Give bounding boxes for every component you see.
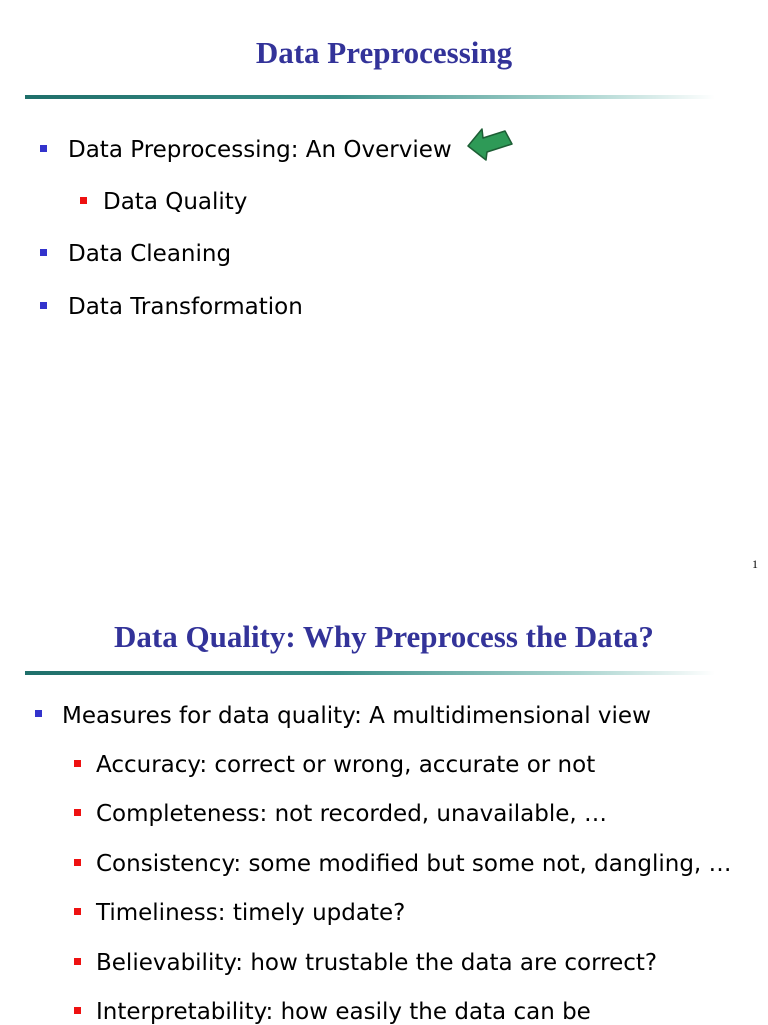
list-item: Data Preprocessing: An Overview [68,137,452,163]
list-item: Data Quality [103,189,248,215]
bullet-icon [35,710,42,717]
list-item: Measures for data quality: A multidimensional view [62,703,651,729]
list-item: Timeliness: timely update? [96,900,406,926]
bullet-icon [40,302,47,309]
slide-title: Data Quality: Why Preprocess the Data? [114,619,654,654]
list-item: Accuracy: correct or wrong, accurate or not [96,752,596,778]
slide-title: Data Preprocessing [255,35,513,70]
green-arrow-icon [466,116,516,162]
list-item: Believability: how trustable the data are correct? [96,950,658,976]
slide-2 [0,588,768,1024]
list-item: Consistency: some modified but some not, dangling, … [96,851,732,877]
page-number: 1 [752,557,758,571]
list-item: Data Cleaning [68,241,232,267]
bullet-icon [74,1007,81,1014]
list-item: Interpretability: how easily the data can be [96,999,591,1025]
bullet-icon [74,760,81,767]
bullet-icon [74,908,81,915]
bullet-icon [74,859,81,866]
list-item: Data Transformation [68,294,303,320]
list-item: Completeness: not recorded, unavailable, … [96,801,608,827]
bullet-icon [80,197,87,204]
bullet-icon [40,145,47,152]
title-divider [25,671,715,675]
bullet-icon [40,249,47,256]
title-divider [25,95,715,99]
bullet-icon [74,809,81,816]
bullet-icon [74,958,81,965]
